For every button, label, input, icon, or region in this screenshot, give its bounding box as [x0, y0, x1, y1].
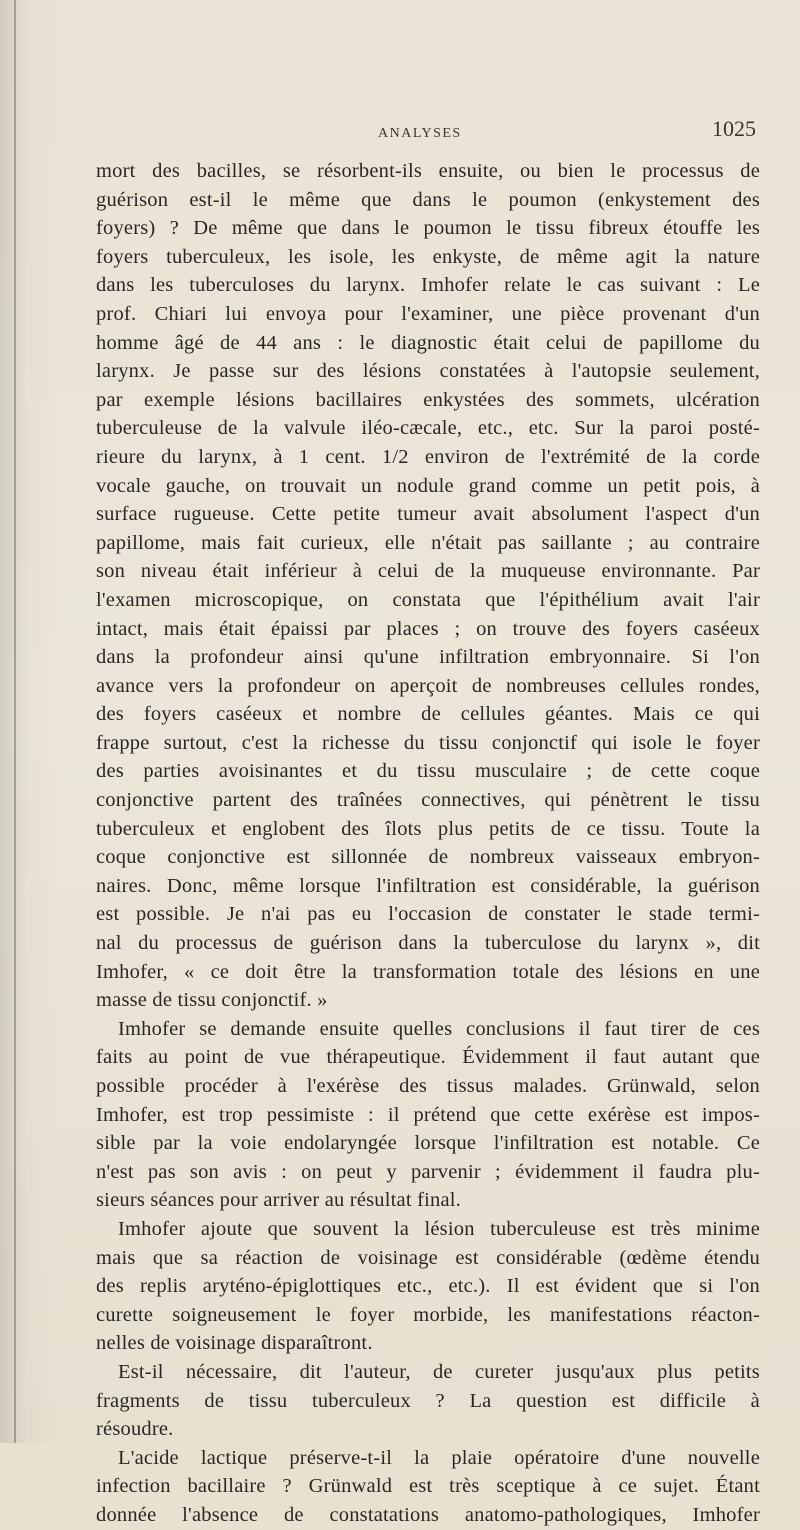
- text-line: résoudre.: [96, 1418, 174, 1441]
- text-line: n'est pas son avis : on peut y parvenir ; évidemment il faudra plu-: [96, 1160, 760, 1183]
- text-line: des parties avoisinantes et du tissu musculaire ; de cette coque: [96, 760, 760, 783]
- text-line: naires. Donc, même lorsque l'infiltration est considérable, la guérison: [96, 874, 760, 897]
- text-line: homme âgé de 44 ans : le diagnostic était celui de papillome du: [96, 331, 760, 354]
- text-line: foyers) ? De même que dans le poumon le tissu fibreux étouffe les: [96, 217, 760, 240]
- text-line: son niveau était inférieur à celui de la muqueuse environnante. Par: [96, 560, 760, 583]
- text-line: nelles de voisinage disparaîtront.: [96, 1332, 373, 1355]
- text-line: fragments de tissu tuberculeux ? La question est difficile à: [96, 1389, 760, 1412]
- text-line: guérison est-il le même que dans le poumon (enkystement des: [96, 188, 760, 211]
- text-line: prof. Chiari lui envoya pour l'examiner, une pièce provenant d'un: [96, 302, 760, 325]
- text-line: surface rugueuse. Cette petite tumeur avait absolument l'aspect d'un: [96, 503, 760, 526]
- text-line: curette soigneusement le foyer morbide, les manifestations réacton-: [96, 1303, 760, 1326]
- body-text: [96, 157, 760, 1530]
- text-line: des replis aryténo-épiglottiques etc., etc.). Il est évident que si l'on: [96, 1275, 760, 1298]
- text-line: tuberculeuse de la valvule iléo-cæcale, etc., etc. Sur la paroi posté-: [96, 417, 760, 440]
- text-line: l'examen microscopique, on constata que l'épithélium avait l'air: [96, 588, 760, 611]
- text-line: rieure du larynx, à 1 cent. 1/2 environ de l'extrémité de la corde: [96, 445, 760, 468]
- text-line: conjonctive partent des traînées connectives, qui pénètrent le tissu: [96, 789, 760, 812]
- text-line: Imhofer, est trop pessimiste : il prétend que cette exérèse est impos-: [96, 1103, 760, 1126]
- text-line: est possible. Je n'ai pas eu l'occasion de constater le stade termi-: [96, 903, 760, 926]
- binding-gutter: [14, 0, 16, 1443]
- text-line: infection bacillaire ? Grünwald est très sceptique à ce sujet. Étant: [96, 1475, 760, 1498]
- text-line: avance vers la profondeur on aperçoit de nombreuses cellules rondes,: [96, 674, 760, 697]
- text-line: papillome, mais fait curieux, elle n'était pas saillante ; au contraire: [96, 531, 760, 554]
- text-line: Est-il nécessaire, dit l'auteur, de cureter jusqu'aux plus petits: [118, 1360, 760, 1383]
- text-line: dans les tuberculoses du larynx. Imhofer relate le cas suivant : Le: [96, 274, 760, 297]
- text-line: Imhofer, « ce doit être la transformation totale des lésions en une: [96, 960, 760, 983]
- text-line: foyers tuberculeux, les isole, les enkyste, de même agit la nature: [96, 245, 760, 268]
- text-line: mort des bacilles, se résorbent-ils ensuite, ou bien le processus de: [96, 160, 760, 182]
- text-line: faits au point de vue thérapeutique. Évidemment il faut autant que: [96, 1046, 760, 1069]
- text-line: donnée l'absence de constatations anatomo-pathologiques, Imhofer: [96, 1503, 760, 1526]
- text-line: dans la profondeur ainsi qu'une infiltration embryonnaire. Si l'on: [96, 646, 760, 669]
- text-line: Imhofer se demande ensuite quelles conclusions il faut tirer de ces: [118, 1017, 760, 1040]
- text-line: sieurs séances pour arriver au résultat final.: [96, 1189, 461, 1212]
- text-line: Imhofer ajoute que souvent la lésion tuberculeuse est très minime: [118, 1217, 760, 1240]
- text-line: tuberculeux et englobent des îlots plus petits de ce tissu. Toute la: [96, 817, 760, 840]
- text-line: nal du processus de guérison dans la tuberculose du larynx », dit: [96, 932, 760, 955]
- page-number: 1025: [712, 116, 756, 141]
- text-line: masse de tissu conjonctif. »: [96, 989, 328, 1012]
- text-line: vocale gauche, on trouvait un nodule grand comme un petit pois, à: [96, 474, 760, 497]
- text-line: L'acide lactique préserve-t-il la plaie opératoire d'une nouvelle: [118, 1446, 760, 1469]
- running-head: ANALYSES: [378, 126, 462, 141]
- text-line: frappe surtout, c'est la richesse du tissu conjonctif qui isole le foyer: [96, 731, 760, 754]
- text-line: mais que sa réaction de voisinage est considérable (œdème étendu: [96, 1246, 760, 1269]
- text-line: possible procéder à l'exérèse des tissus malades. Grünwald, selon: [96, 1075, 760, 1097]
- text-line: des foyers caséeux et nombre de cellules géantes. Mais ce qui: [96, 703, 760, 726]
- text-line: coque conjonctive est sillonnée de nombreux vaisseaux embryon-: [96, 846, 760, 869]
- text-line: larynx. Je passe sur des lésions constatées à l'autopsie seulement,: [96, 360, 760, 383]
- text-line: par exemple lésions bacillaires enkystées des sommets, ulcération: [96, 388, 760, 411]
- text-line: intact, mais était épaissi par places ; on trouve des foyers caséeux: [96, 617, 760, 640]
- text-line: sible par la voie endolaryngée lorsque l'infiltration est notable. Ce: [96, 1132, 760, 1155]
